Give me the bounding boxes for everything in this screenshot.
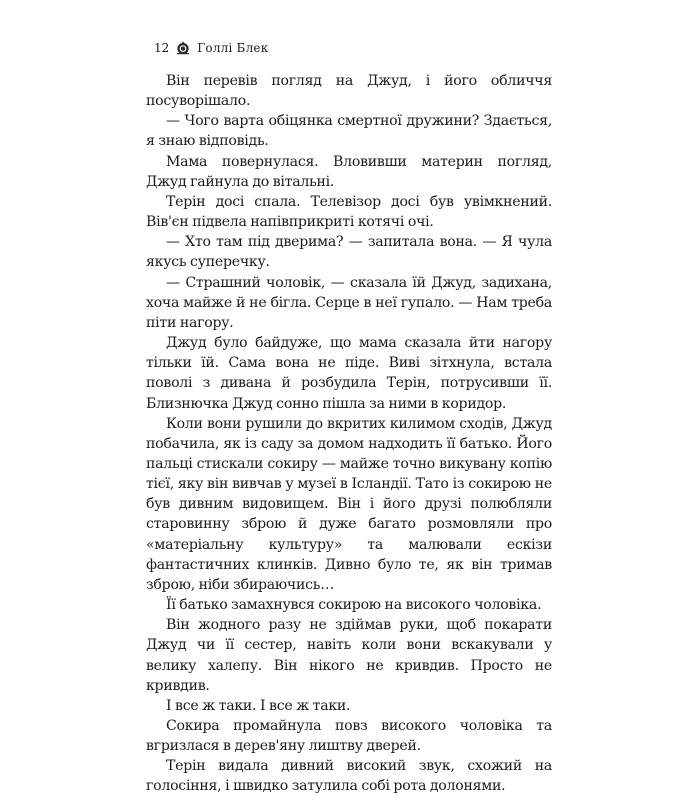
body-text [146,71,552,797]
paragraph-13: Терін видала дивний високий звук, схожий на голосіння, і швидко затулила собі рота долонями. [146,758,552,795]
paragraph-5: — Хто там під дверима? — запитала вона. — Я чула якусь суперечку. [146,234,552,271]
book-author: Голлі Блек [197,41,269,55]
paragraph-2: — Чого варта обіцянка смертної дружини? Здається, я знаю відповідь. [146,113,552,150]
paragraph-8: Коли вони рушили до вкритих килимом сходів, Джуд побачила, як із саду за домом надходить її батько. Його пальці стискали сокиру — майже точно викувану копію тієї, яку він вивчав у музеї в Ісландії. Тато із сокирою не був дивним видовищем. Він і його друзі полюбляли старовинну зброю й дуже багато розмовляли про «матеріальну культуру» та малювали ескізи фантастичних клинків. Дивно було те, як він тримав зброю, ніби збираючись… [146,415,552,593]
paragraph-10: Він жодного разу не здіймав руки, щоб покарати Джуд чи її сестер, навіть коли вони вскакували у велику халепу. Він нікого не кривдив. Просто не кривдив. [146,617,552,694]
paragraph-11: І все ж таки. І все ж таки. [166,697,351,714]
running-header [154,40,268,56]
paragraph-12: Сокира промайнула повз високого чоловіка та вгризлася в дерев'яну лиштву дверей. [146,718,552,755]
paragraph-7: Джуд було байдуже, що мама сказала йти нагору тільки їй. Сама вона не піде. Виві зітхнула, встала поволі з дивана й розбудила Терін, потрусивши її. Близнючка Джуд сонно пішла за ними в коридор. [146,335,552,412]
paragraph-6: — Страшний чоловік, — сказала їй Джуд, задихана, хоча майже й не бігла. Серце в неї гупало. — Нам треба піти нагору. [146,274,552,331]
paragraph-1: Він перевів погляд на Джуд, і його обличчя посуворішало. [146,73,552,110]
floral-ornament-icon [175,40,191,56]
paragraph-4: Терін досі спала. Телевізор досі був увімкнений. Вів'єн підвела напівприкриті котячі очі. [146,193,552,231]
paragraph-3: Мама повернулася. Вловивши материн погляд, Джуд гайнула до вітальні. [146,153,552,190]
page-number: 12 [154,41,170,55]
paragraph-9: Її батько замахнувся сокирою на високого чоловіка. [166,597,542,614]
